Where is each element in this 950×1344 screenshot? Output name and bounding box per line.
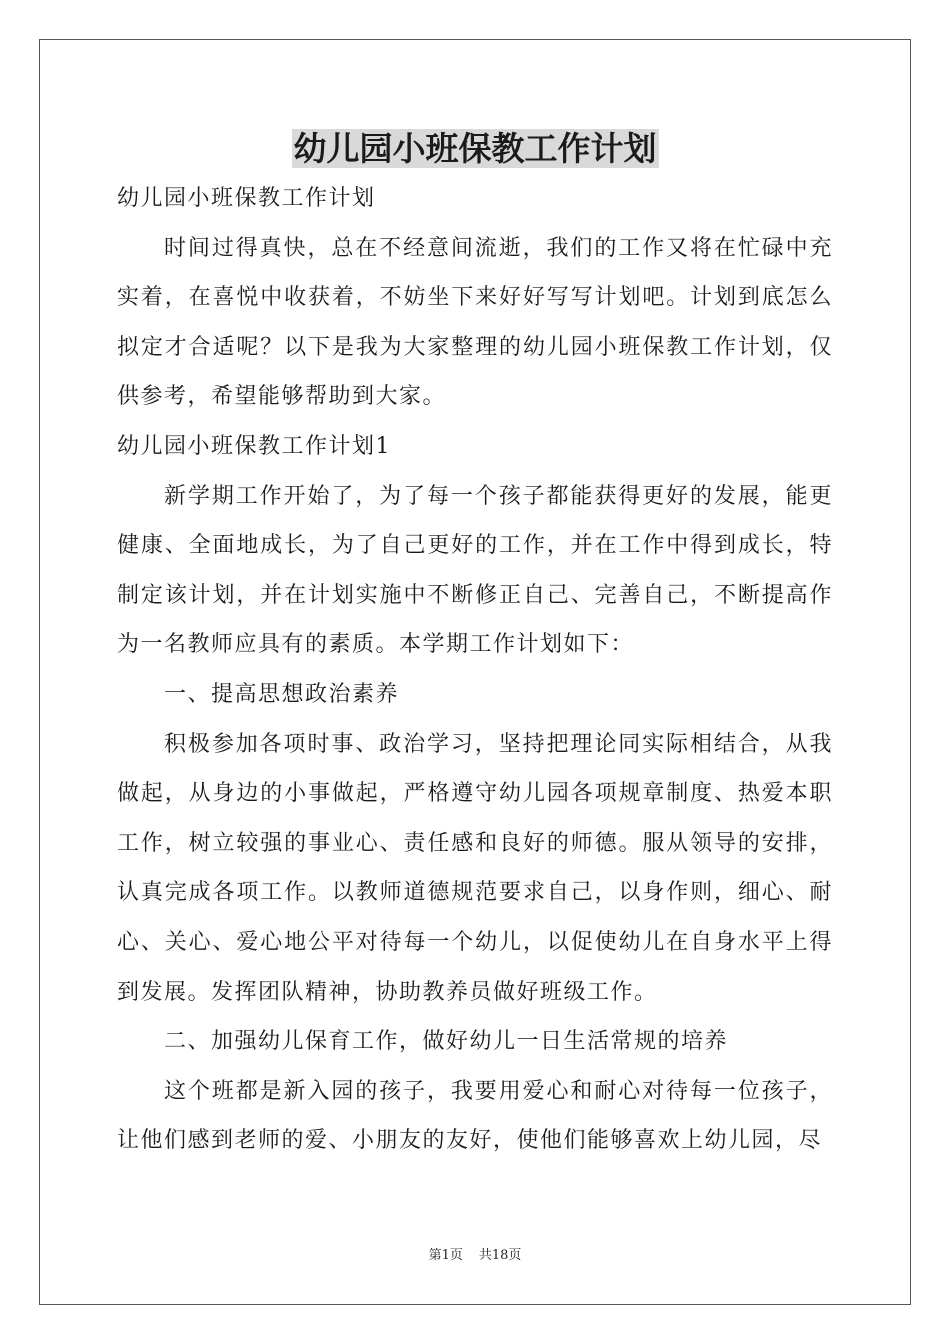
page-total: 共18页: [478, 1248, 522, 1263]
paragraph-1: 时间过得真快，总在不经意间流逝，我们的工作又将在忙碌中充实着，在喜悦中收获着，不妨坐下来好好写写计划吧。计划到底怎么拟定才合适呢？以下是我为大家整理的幼儿园小班保教工作计划，仅供参考，希望能够帮助到大家。: [117, 235, 833, 410]
section-heading-2: 二、加强幼儿保育工作，做好幼儿一日生活常规的培养: [164, 1029, 729, 1055]
document-body: [117, 174, 833, 1166]
paragraph-7: 这个班都是新入园的孩子，我要用爱心和耐心对待每一位孩子，让他们感到老师的爱、小朋友的友好，使他们能够喜欢上幼儿园，尽: [117, 1078, 833, 1154]
paragraph-5: 积极参加各项时事、政治学习，坚持把理论同实际相结合，从我做起，从身边的小事做起，严格遵守幼儿园各项规章制度、热爱本职工作，树立较强的事业心、责任感和良好的师德。服从领导的安排，认真完成各项工作。以教师道德规范要求自己，以身作则，细心、耐心、关心、爱心地公平对待每一个幼儿，以促使幼儿在自身水平上得到发展。发挥团队精神，协助教养员做好班级工作。: [117, 731, 833, 1005]
paragraph-0: 幼儿园小班保教工作计划: [117, 186, 376, 211]
page-footer: [0, 1246, 950, 1266]
paragraph-3: 新学期工作开始了，为了每一个孩子都能获得更好的发展，能更健康、全面地成长，为了自己更好的工作，并在工作中得到成长，特制定该计划，并在计划实施中不断修正自己、完善自己，不断提高作为一名教师应具有的素质。本学期工作计划如下：: [117, 483, 833, 658]
document-title-text: 幼儿园小班保教工作计划: [293, 129, 657, 168]
section-heading-1: 一、提高思想政治素养: [164, 681, 400, 707]
paragraph-2: 幼儿园小班保教工作计划1: [117, 433, 391, 459]
document-title: [0, 124, 950, 174]
page-number: 第1页: [428, 1248, 463, 1263]
